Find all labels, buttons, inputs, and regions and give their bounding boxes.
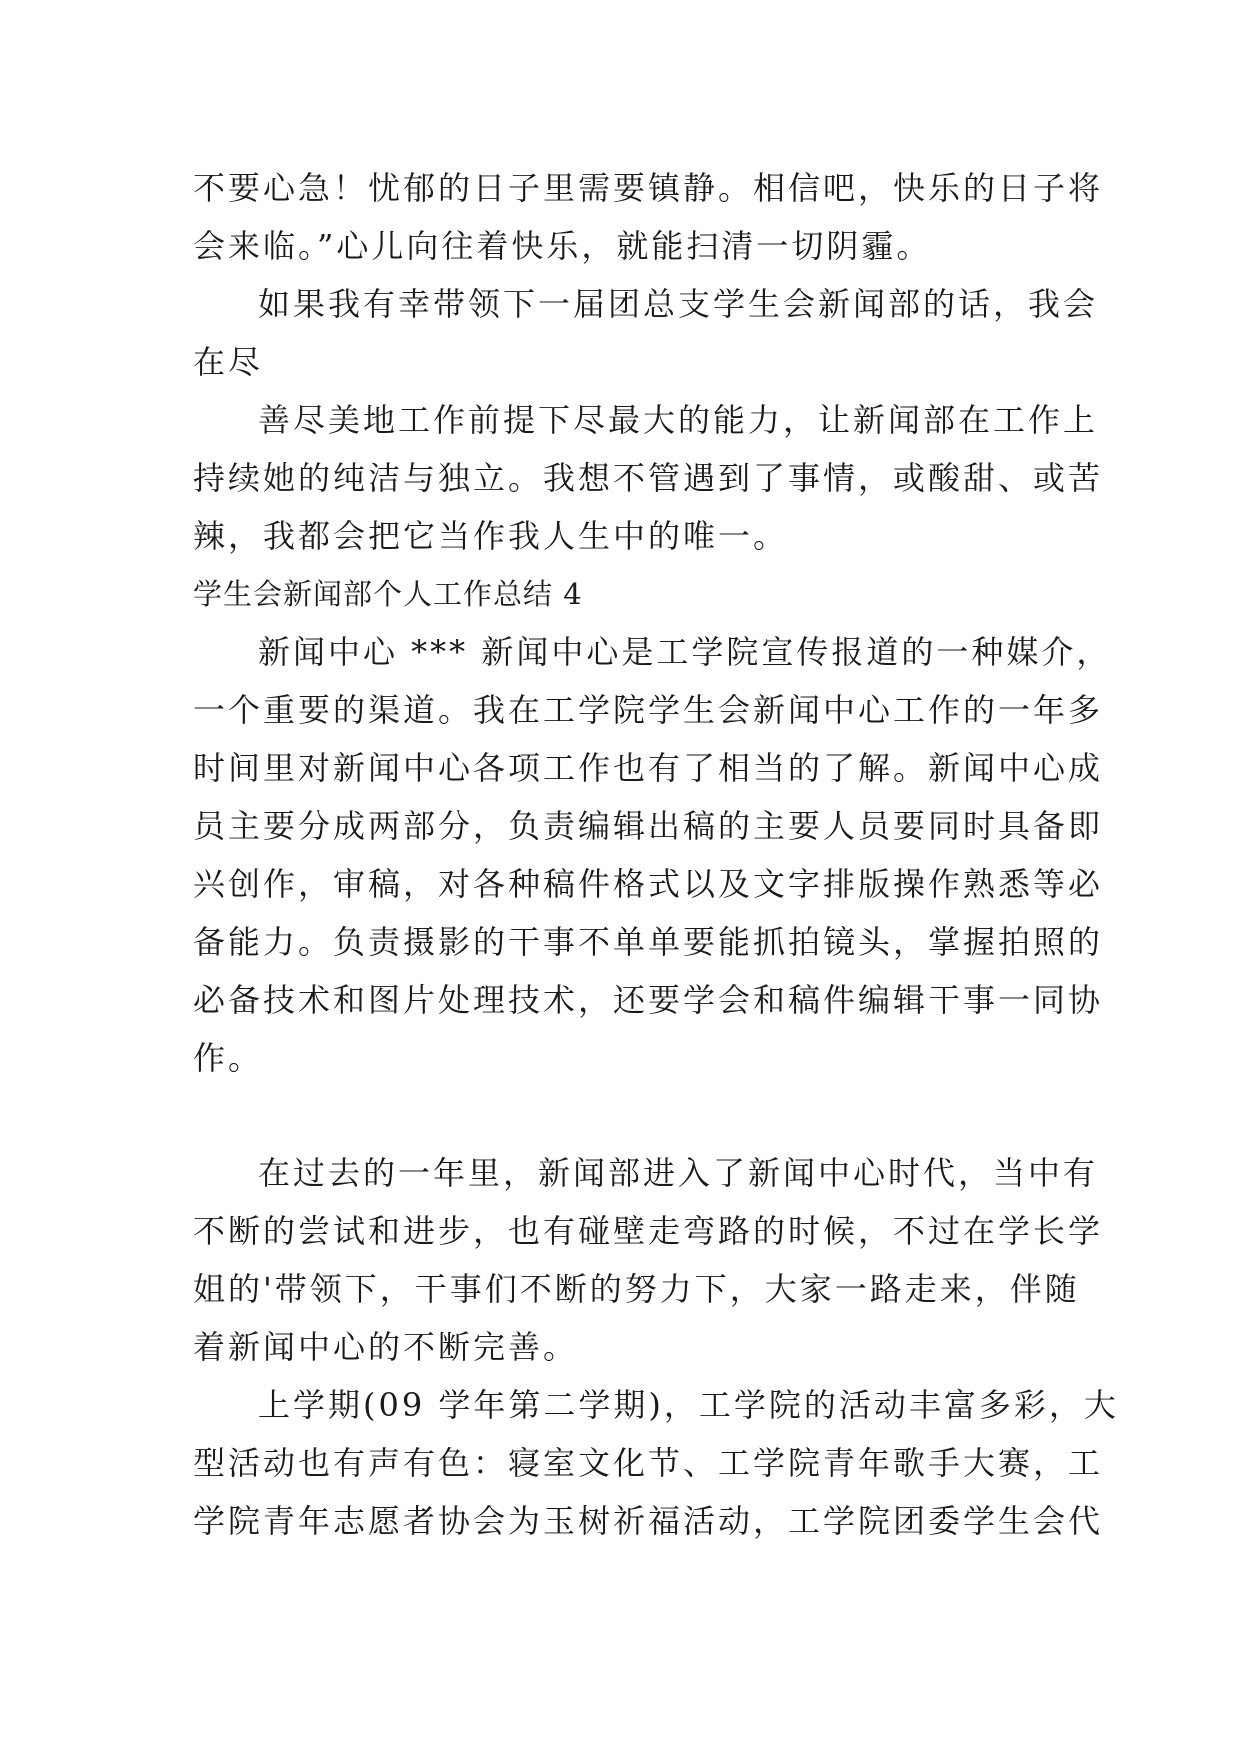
paragraph-first-line: 如果我有幸带领下一届团总支学生会新闻部的话，我会	[258, 285, 1099, 323]
paragraph-first-line: 上学期(09 学年第二学期)，工学院的活动丰富多彩，大	[258, 1386, 1119, 1424]
paragraph-first-line: 新闻中心 *** 新闻中心是工学院宣传报道的一种媒介，	[258, 633, 1112, 671]
paragraph-first-line: 善尽美地工作前提下尽最大的能力，让新闻部在工作上	[258, 401, 1099, 439]
text-line: 必备技术和图片处理技术，还要学会和稿件编辑干事一同协	[193, 981, 1104, 1019]
text-line: 着新闻中心的不断完善。	[193, 1328, 579, 1366]
text-line: 不要心急！忧郁的日子里需要镇静。相信吧，快乐的日子将	[193, 169, 1104, 207]
text-line: 兴创作，审稿，对各种稿件格式以及文字排版操作熟悉等必	[193, 865, 1104, 903]
text-line: 会来临。”心儿向往着快乐，就能扫清一切阴霾。	[193, 227, 932, 265]
text-line: 作。	[193, 1039, 264, 1077]
text-line: 员主要分成两部分，负责编辑出稿的主要人员要同时具备即	[193, 807, 1104, 845]
text-line: 备能力。负责摄影的干事不单单要能抓拍镜头，掌握拍照的	[193, 923, 1104, 961]
text-line: 学院青年志愿者协会为玉树祈福活动，工学院团委学生会代	[193, 1502, 1104, 1540]
text-line: 型活动也有声有色：寝室文化节、工学院青年歌手大赛，工	[193, 1444, 1104, 1482]
text-line: 持续她的纯洁与独立。我想不管遇到了事情，或酸甜、或苦	[193, 459, 1104, 497]
text-line: 一个重要的渠道。我在工学院学生会新闻中心工作的一年多	[193, 691, 1104, 729]
text-line: 不断的尝试和进步，也有碰壁走弯路的时候，不过在学长学	[193, 1212, 1104, 1250]
text-line: 在尽	[193, 343, 264, 381]
section-heading: 学生会新闻部个人工作总结 4	[193, 577, 583, 611]
text-line: 姐的'带领下，干事们不断的努力下，大家一路走来，伴随	[193, 1270, 1080, 1308]
text-line: 时间里对新闻中心各项工作也有了相当的了解。新闻中心成	[193, 749, 1104, 787]
paragraph-first-line: 在过去的一年里，新闻部进入了新闻中心时代，当中有	[258, 1154, 1099, 1192]
text-line: 辣，我都会把它当作我人生中的唯一。	[193, 517, 789, 555]
